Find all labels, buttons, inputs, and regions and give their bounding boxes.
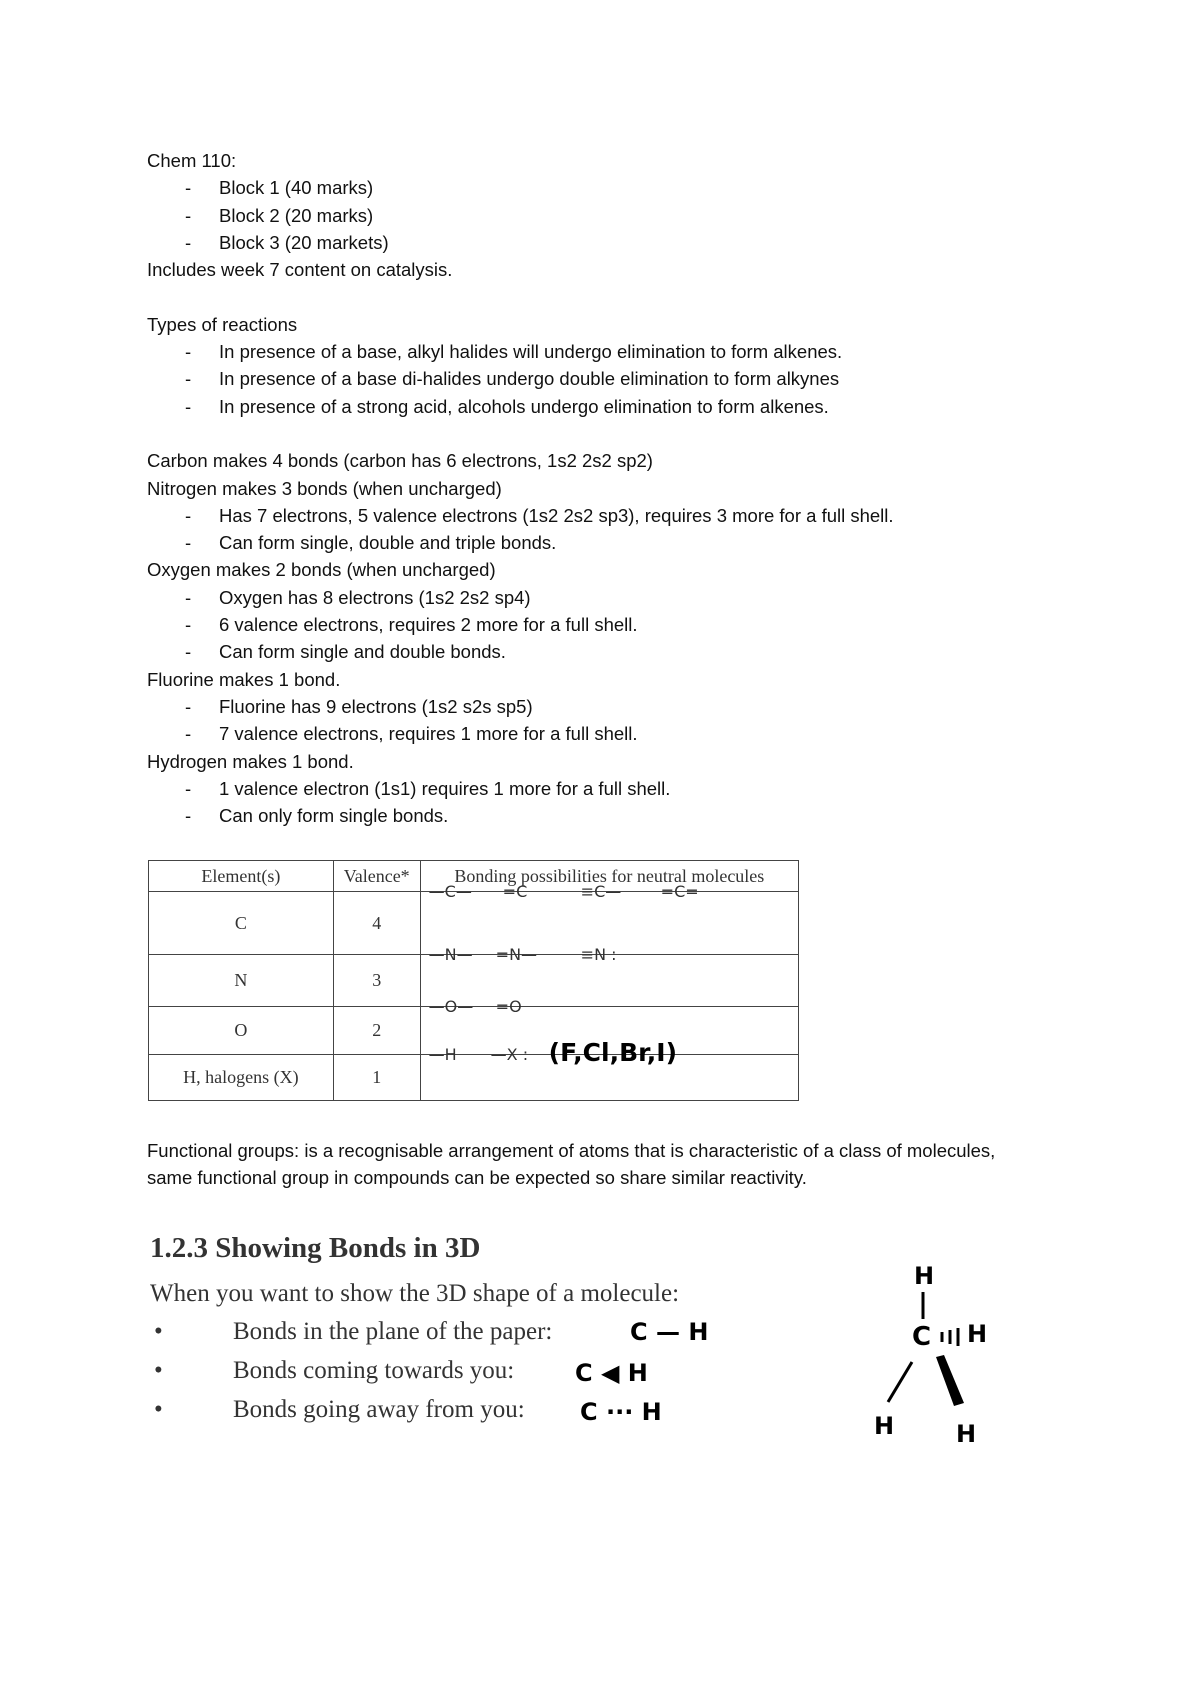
oxygen-heading: Oxygen makes 2 bonds (when uncharged): [147, 559, 496, 581]
section-subtitle: When you want to show the 3D shape of a molecule:: [150, 1280, 680, 1307]
bond-example: C — H: [630, 1318, 709, 1346]
element-cell: C: [149, 892, 334, 955]
reactions-heading: Types of reactions: [147, 313, 298, 335]
table-header-row: [149, 861, 799, 892]
oxygen-item: - 6 valence electrons, requires 2 more for a full shell.: [147, 611, 1047, 638]
hydrogen-heading: Hydrogen makes 1 bond.: [147, 750, 354, 772]
oxygen-item: - Oxygen has 8 electrons (1s2 2s2 sp4): [147, 584, 1047, 611]
block-item: - Block 3 (20 markets): [147, 229, 1047, 256]
valence-cell: 2: [333, 1007, 420, 1055]
bullet-icon: •: [154, 1357, 163, 1384]
bond-structure: =N—: [495, 945, 538, 964]
bond-structure: —X :: [490, 1045, 529, 1064]
column-header: Element(s): [149, 861, 334, 892]
notes-body: [147, 147, 1047, 829]
bond-structure: =C=: [660, 882, 699, 901]
hydrogen-item: - 1 valence electron (1s1) requires 1 more for a full shell.: [147, 775, 1047, 802]
reactions-list: [147, 338, 1047, 420]
section-title: 1.2.3 Showing Bonds in 3D: [150, 1232, 481, 1264]
bond-structure: ≡C—: [580, 882, 622, 901]
reaction-item: - In presence of a base di-halides undergo double elimination to form alkynes: [147, 365, 1047, 392]
block-list: [147, 174, 1047, 256]
reaction-item: - In presence of a strong acid, alcohols undergo elimination to form alkenes.: [147, 393, 1047, 420]
element-cell: O: [149, 1007, 334, 1055]
bond-structure: =C: [502, 882, 528, 901]
nitrogen-item: - Can form single, double and triple bonds.: [147, 529, 1047, 556]
atom-label: H: [914, 1262, 935, 1290]
atom-label: H: [967, 1320, 988, 1348]
valence-cell: 3: [333, 955, 420, 1007]
atom-label: H: [956, 1420, 977, 1448]
showing-bonds-3d-figure: [150, 1232, 1080, 1462]
table-row: [149, 892, 799, 955]
bond-type-label: Bonds coming towards you:: [233, 1357, 515, 1384]
element-cell: H, halogens (X): [149, 1055, 334, 1101]
column-header: Valence*: [333, 861, 420, 892]
table-row: [149, 955, 799, 1007]
hydrogen-list: [147, 775, 1047, 830]
nitrogen-heading: Nitrogen makes 3 bonds (when uncharged): [147, 477, 502, 499]
nitrogen-item: - Has 7 electrons, 5 valence electrons (1s2 2s2 sp3), requires 3 more for a full shell.: [147, 502, 1047, 529]
bond-structure: —O—: [428, 997, 474, 1016]
hydrogen-item: - Can only form single bonds.: [147, 802, 1047, 829]
nitrogen-list: [147, 502, 1047, 557]
bond-type-label: Bonds in the plane of the paper:: [233, 1318, 553, 1345]
oxygen-list: [147, 584, 1047, 666]
fluorine-item: - Fluorine has 9 electrons (1s2 s2s sp5): [147, 693, 1047, 720]
fluorine-list: [147, 693, 1047, 748]
valence-cell: 1: [333, 1055, 420, 1101]
course-title: Chem 110:: [147, 150, 237, 171]
reaction-item: - In presence of a base, alkyl halides will undergo elimination to form alkenes.: [147, 338, 1047, 365]
atom-label: C: [912, 1322, 932, 1352]
carbon-line: Carbon makes 4 bonds (carbon has 6 electrons, 1s2 2s2 sp2): [147, 450, 653, 472]
bond-structure: —H: [428, 1045, 457, 1064]
block-item: - Block 2 (20 marks): [147, 202, 1047, 229]
bond-example: C ◀ H: [575, 1359, 648, 1387]
column-header: Bonding possibilities for neutral molecules: [420, 861, 798, 892]
wedge-bond: [936, 1355, 964, 1406]
left-bond-line: [888, 1362, 912, 1402]
bonding-table-figure: [148, 860, 799, 1101]
bond-structure: —N—: [428, 945, 473, 964]
bullet-icon: •: [154, 1318, 163, 1345]
bond-structure: =O: [495, 997, 522, 1016]
bond-structure: ≡N :: [580, 945, 617, 964]
table-row: [149, 1007, 799, 1055]
bond-example: C ··· H: [580, 1398, 662, 1426]
bullet-icon: •: [154, 1396, 163, 1423]
bonds-cell: [420, 1038, 798, 1101]
bonds-cell: [420, 945, 798, 1007]
fluorine-item: - 7 valence electrons, requires 1 more for a full shell.: [147, 720, 1047, 747]
atom-label: H: [874, 1412, 895, 1440]
bond-type-label: Bonds going away from you:: [233, 1396, 525, 1423]
methane-3d-sketch: [870, 1262, 1070, 1462]
bond-structure: —C—: [428, 882, 472, 901]
halogens-handwritten-note: (F,Cl,Br,I): [548, 1038, 678, 1067]
valence-cell: 4: [333, 892, 420, 955]
block-item: - Block 1 (40 marks): [147, 174, 1047, 201]
fluorine-heading: Fluorine makes 1 bond.: [147, 668, 341, 690]
catalysis-note: Includes week 7 content on catalysis.: [147, 259, 453, 281]
bonding-table: [148, 860, 799, 1101]
table-row: [149, 1055, 799, 1101]
oxygen-item: - Can form single and double bonds.: [147, 638, 1047, 665]
functional-groups-paragraph: Functional groups: is a recognisable arrangement of atoms that is characteristic of a class of molecules, same functional group in compounds can be expected so share similar reactivity.: [147, 1140, 996, 1189]
element-cell: N: [149, 955, 334, 1007]
